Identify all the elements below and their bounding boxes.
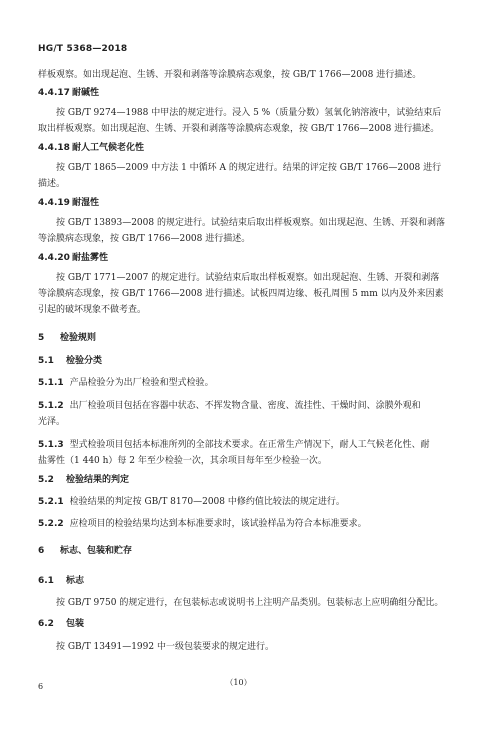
clause-number: 5.1.1 <box>38 378 64 388</box>
section-number: 5 <box>38 333 45 343</box>
paragraph-line: 描述。 <box>38 179 66 189</box>
paragraph-line: 按 GB/T 13893—2008 的规定进行。试验结束后取出样板观察。如出现起泡、生锈、开裂和剥落 <box>56 218 445 228</box>
section-5-1-heading <box>38 356 102 367</box>
clause-text: 出厂检验项目包括在容器中状态、不挥发物含量、密度、流挂性、干燥时间、涂膜外观和 <box>69 401 421 411</box>
clause-text: 应检项目的检验结果均达到本标准要求时，该试验样品为符合本标准要求。 <box>69 519 367 529</box>
paragraph-line: 按 GB/T 13491—1992 中一级包装要求的规定进行。 <box>56 642 274 652</box>
section-number: 4.4.20 <box>38 253 70 263</box>
section-title: 检验结果的判定 <box>66 475 130 485</box>
section-number: 6.2 <box>38 619 54 629</box>
standard-number-header: HG/T 5368—2018 <box>38 44 128 54</box>
clause-number: 5.2.2 <box>38 519 64 529</box>
paragraph-line: 盐雾性（1 440 h）每 2 年至少检验一次，其余项目每年至少检验一次。 <box>38 456 327 466</box>
continued-paragraph: 样板观察。如出现起泡、生锈、开裂和剥落等涂膜病态观象，按 GB/T 1766—2008 进行描述。 <box>38 70 422 80</box>
section-title: 检验分类 <box>66 356 103 366</box>
section-4-4-19-heading <box>38 198 99 209</box>
section-title: 耐碱性 <box>72 88 100 98</box>
section-number: 5.1 <box>38 356 54 366</box>
page-number: 6 <box>38 682 44 691</box>
section-title: 标志 <box>66 576 85 586</box>
paragraph-line: 按 GB/T 9750 的规定进行，在包装标志或说明书上注明产品类别。包装标志上应明确组分配比。 <box>56 598 444 608</box>
clause-5-1-1 <box>38 378 214 389</box>
paragraph-line: 按 GB/T 9274—1988 中甲法的规定进行。浸入 5 %（质量分数）氢氧化钠溶液中，试验结束后 <box>56 108 442 118</box>
chapter-5-heading <box>38 333 96 344</box>
section-title: 耐盐雾性 <box>72 253 109 263</box>
paragraph-line: 按 GB/T 1771—2007 的规定进行。试验结束后取出样板观察。如出现起泡、生锈、开裂和剥落 <box>56 273 440 283</box>
clause-5-1-3 <box>38 440 430 451</box>
section-4-4-20-heading <box>38 253 108 264</box>
paragraph-line: 光泽。 <box>38 417 66 427</box>
section-title: 标志、包装和贮存 <box>60 546 133 556</box>
clause-5-1-2 <box>38 401 421 412</box>
section-4-4-18-heading <box>38 143 144 154</box>
section-6-2-heading <box>38 619 84 630</box>
section-4-4-17-heading <box>38 88 99 99</box>
clause-number: 5.1.2 <box>38 401 64 411</box>
clause-5-2-2 <box>38 519 367 530</box>
paragraph-line: 取出样板观察。如出现起泡、生锈、开裂和剥落等涂膜病态观象，按 GB/T 1766—2008 进行描述。 <box>38 124 440 134</box>
section-title: 检验规则 <box>60 333 97 343</box>
section-5-2-heading <box>38 475 129 486</box>
paragraph-line: 等涂膜病态现象，按 GB/T 1766—2008 进行描述。 <box>38 234 251 244</box>
paragraph-line: 等涂膜病态现象，按 GB/T 1766—2008 进行描述。试板四周边缘、板孔周围 5 mm 以内及外来因素 <box>38 289 444 299</box>
section-title: 耐人工气候老化性 <box>72 143 145 153</box>
page-center-mark: （10） <box>225 678 252 687</box>
clause-text: 检验结果的判定按 GB/T 8170—2008 中修约值比较法的规定进行。 <box>69 497 345 507</box>
section-number: 4.4.18 <box>38 143 70 153</box>
section-number: 4.4.17 <box>38 88 70 98</box>
section-title: 包装 <box>66 619 85 629</box>
section-6-1-heading <box>38 576 84 587</box>
clause-number: 5.1.3 <box>38 440 64 450</box>
clause-number: 5.2.1 <box>38 497 64 507</box>
section-title: 耐湿性 <box>72 198 100 208</box>
clause-5-2-1 <box>38 497 345 508</box>
section-number: 5.2 <box>38 475 54 485</box>
clause-text: 型式检验项目包括本标准所列的全部技术要求。在正常生产情况下，耐人工气候老化性、耐 <box>69 440 430 450</box>
section-number: 4.4.19 <box>38 198 70 208</box>
section-number: 6 <box>38 546 45 556</box>
chapter-6-heading <box>38 546 132 557</box>
clause-text: 产品检验分为出厂检验和型式检验。 <box>69 378 214 388</box>
paragraph-line: 引起的破坏现象不做考查。 <box>38 305 147 315</box>
paragraph-line: 按 GB/T 1865—2009 中方法 1 中循环 A 的规定进行。结果的评定按 GB/T 1766—2008 进行 <box>56 163 442 173</box>
section-number: 6.1 <box>38 576 54 586</box>
